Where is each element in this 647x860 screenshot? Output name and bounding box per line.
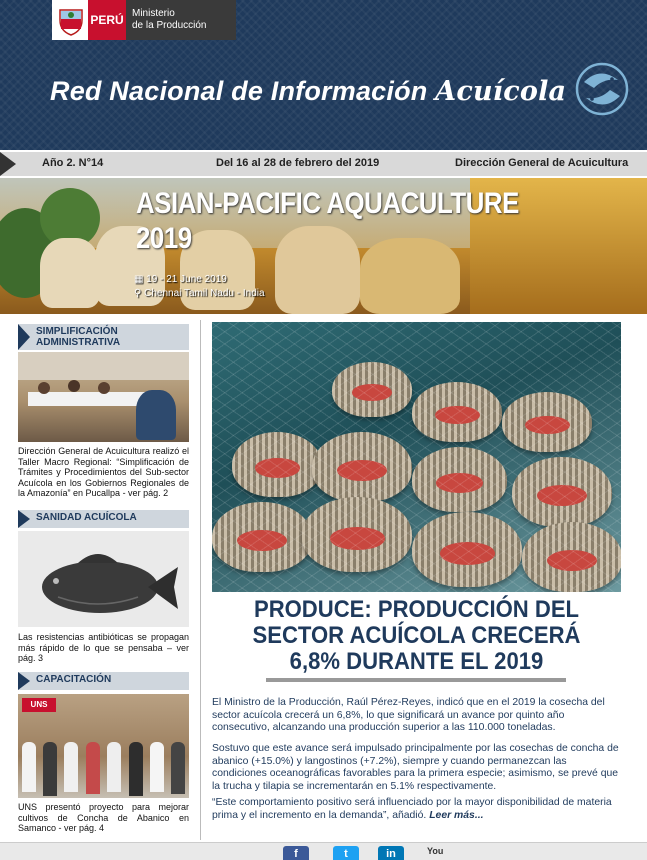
horse-statue: [40, 238, 100, 308]
title-main: Red Nacional de Información: [50, 76, 428, 106]
photo-person: [129, 742, 143, 796]
photo-person: [136, 390, 176, 440]
issue-info-bar: [0, 152, 647, 176]
headline-line3: 6,8% DURANTE EL 2019: [289, 648, 544, 675]
photo-person: [68, 380, 80, 392]
article-headline[interactable]: [228, 597, 604, 675]
issue-direction: Dirección General de Acuicultura: [455, 157, 629, 169]
section-arrow-icon: [18, 672, 30, 690]
photo-person: [171, 742, 185, 794]
facebook-icon[interactable]: f: [283, 846, 309, 860]
photo-wall: [18, 352, 189, 380]
photo-person: [150, 742, 164, 792]
masthead: [0, 0, 647, 150]
photo-person: [64, 742, 78, 792]
section-arrow-icon: [18, 510, 30, 528]
bar-arrow-icon: [0, 152, 16, 176]
headline-line2: SECTOR ACUÍCOLA CRECERÁ: [252, 622, 581, 649]
event-date-text: 19 - 21 June 2019: [146, 274, 227, 285]
calendar-icon: ▦: [134, 274, 147, 285]
event-date: [134, 274, 227, 285]
photo-person: [22, 742, 36, 792]
fish-illustration: [18, 531, 189, 627]
headline-line1: PRODUCE: PRODUCCIÓN DEL: [253, 596, 580, 623]
ministry-line2: de la Producción: [132, 20, 207, 31]
linkedin-icon[interactable]: in: [378, 846, 404, 860]
twitter-icon[interactable]: t: [333, 846, 359, 860]
peru-coat-of-arms-icon: [54, 3, 88, 37]
article-paragraph-3: [212, 797, 621, 822]
footer-bar: [0, 842, 647, 860]
youtube-icon[interactable]: You: [427, 846, 444, 856]
photo-person: [98, 382, 110, 394]
section-summary-sanidad[interactable]: Las resistencias antibióticas se propagan más rápido de lo que se pensaba – ver pág. 3: [18, 632, 189, 663]
section-heading-simplificacion[interactable]: [18, 324, 189, 350]
headline-underline: [266, 678, 566, 682]
photo-people-row: [18, 742, 189, 798]
section-heading-line1: SANIDAD ACUÍCOLA: [36, 512, 137, 523]
ministry-name: [126, 0, 236, 40]
event-location: [134, 288, 265, 299]
photo-table: [28, 392, 148, 406]
section-heading-sanidad[interactable]: [18, 510, 189, 528]
ministry-line1: Ministerio: [132, 8, 175, 19]
event-title: [136, 186, 519, 256]
section-heading-line2: ADMINISTRATIVA: [36, 337, 121, 348]
read-more-link[interactable]: Leer más...: [429, 809, 484, 821]
group-photo[interactable]: [18, 694, 189, 798]
column-divider: [200, 320, 201, 840]
photo-person: [86, 742, 100, 794]
fish-photo[interactable]: [18, 531, 189, 627]
uns-sign: UNS: [22, 698, 56, 712]
peru-flag-label: PERÚ: [88, 0, 126, 40]
section-heading-capacitacion[interactable]: [18, 672, 189, 690]
issue-dates: Del 16 al 28 de febrero del 2019: [216, 157, 380, 169]
photo-person: [107, 742, 121, 792]
publication-title: [50, 76, 566, 107]
article-paragraph-3-text: “Este comportamiento positivo será influenciado por la mayor disponibilidad de materia prima y el incremento en la demanda”, añadió.: [212, 797, 612, 821]
scallops-photo[interactable]: [212, 322, 621, 592]
title-script: Acuícola: [435, 76, 567, 107]
section-arrow-icon: [18, 324, 30, 350]
ministry-logo[interactable]: [52, 0, 236, 40]
photo-person: [38, 382, 50, 394]
event-title-line2: 2019: [136, 222, 192, 255]
workshop-photo[interactable]: [18, 352, 189, 442]
issue-number: Año 2. N°14: [42, 157, 104, 169]
fishing-net: [212, 322, 621, 592]
section-heading-line1: SIMPLIFICACIÓN: [36, 326, 118, 337]
article-paragraph-2: Sostuvo que este avance será impulsado principalmente por las cosechas de concha de abanico (+15.0%) y langostinos (+7.2%), siempre y cuando permanezcan las condiciones oceanográficas favorables para la primera especie; asimismo, se prevé que la trucha y tilapia se incrementarán en 5.1% respectivamente.: [212, 743, 619, 792]
event-location-text: Chennai Tamil Nadu - India: [144, 288, 265, 299]
article-paragraph-1: El Ministro de la Producción, Raúl Pérez-Reyes, indicó que en el 2019 la cosecha del sector acuícola crecerá un 6,8%, lo que significará un avance por quinto año consecutivo, alcanzando una producción superior a las 110.000 toneladas.: [212, 697, 605, 733]
photo-person: [43, 742, 57, 796]
section-summary-capacitacion[interactable]: UNS presentó proyecto para mejorar cultivos de Concha de Abanico en Samanco - ver pág. 4: [18, 802, 189, 833]
section-heading-line1: CAPACITACIÓN: [36, 674, 112, 685]
event-title-line1: ASIAN-PACIFIC AQUACULTURE: [136, 187, 519, 220]
section-summary-simplificacion[interactable]: Dirección General de Acuicultura realizó el Taller Macro Regional: “Simplificación de Trámites y Procedimientos del Sub-sector Acuícola en los Gobiernos Regionales de la Amazonía” en Pucallpa - ver pág. 2: [18, 446, 189, 498]
event-banner[interactable]: [0, 178, 647, 314]
location-pin-icon: ⚲: [134, 288, 145, 299]
fish-emblem-icon: [574, 58, 630, 120]
